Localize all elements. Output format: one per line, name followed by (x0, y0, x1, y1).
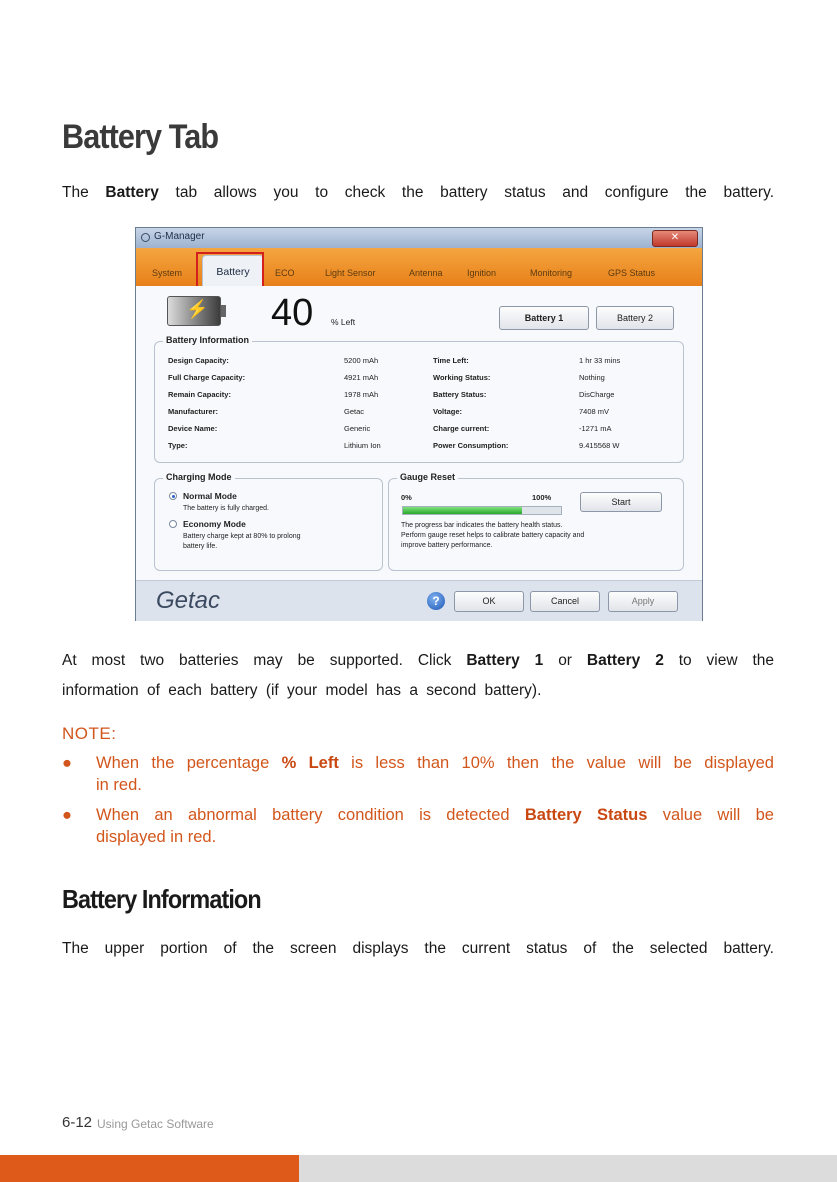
info-value: Lithium Ion (344, 441, 381, 450)
upper-portion-paragraph: The upper portion of the screen displays the current status of the selected battery. (62, 940, 774, 957)
battery1-button[interactable]: Battery 1 (499, 306, 589, 330)
battery-information-label: Battery Information (163, 335, 252, 345)
intro-pre: The (62, 184, 89, 201)
economy-mode-desc: battery life. (183, 543, 218, 550)
normal-mode-label: Normal Mode (183, 491, 237, 501)
gauge-desc: Perform gauge reset helps to calibrate battery capacity and (401, 532, 585, 539)
para2-text: to view the (678, 652, 775, 669)
info-value: 1978 mAh (344, 390, 379, 399)
info-label: Power Consumption: (433, 441, 509, 450)
apply-button[interactable]: Apply (608, 591, 678, 612)
highlight-box (196, 252, 264, 290)
normal-mode-radio[interactable] (169, 492, 177, 500)
getac-logo: Getac (156, 587, 221, 614)
battery-information-group (154, 335, 684, 463)
info-label: Full Charge Capacity: (168, 373, 246, 382)
footer-bar-orange (0, 1155, 299, 1182)
batteries-paragraph-line2: information of each battery (if your model has a second battery). (62, 682, 542, 699)
charging-mode-group (154, 472, 383, 571)
gmanager-window (135, 227, 703, 621)
economy-mode-desc: Battery charge kept at 80% to prolong (183, 533, 301, 540)
footer-bar-gray (299, 1155, 837, 1182)
battery-icon: ⚡ (167, 296, 221, 326)
tab-battery[interactable]: Battery (202, 255, 264, 288)
tab-light-sensor[interactable]: Light Sensor (325, 268, 376, 278)
section-heading: Battery Information (62, 884, 261, 914)
info-value: 5200 mAh (344, 356, 379, 365)
info-label: Charge current: (433, 424, 490, 433)
note-title: NOTE: (62, 724, 117, 743)
para2-battery1: Battery 1 (466, 652, 544, 669)
info-label: Manufacturer: (168, 407, 219, 416)
tab-eco[interactable]: ECO (275, 268, 295, 278)
bullet1-bold: % Left (281, 754, 339, 772)
normal-mode-desc: The battery is fully charged. (183, 505, 269, 512)
info-value: Nothing (579, 373, 605, 382)
charging-mode-label: Charging Mode (163, 472, 235, 482)
gauge-reset-group (388, 472, 684, 571)
gauge-desc: The progress bar indicates the battery health status. (401, 522, 563, 529)
footer-section-label: Using Getac Software (97, 1117, 214, 1131)
para2-battery2: Battery 2 (586, 652, 664, 669)
info-value: 7408 mV (579, 407, 610, 416)
close-button[interactable]: ✕ (652, 230, 698, 247)
info-value: DisCharge (579, 390, 615, 399)
tab-antenna[interactable]: Antenna (409, 268, 443, 278)
gauge-min-label: 0% (401, 493, 412, 502)
window-title: G-Manager (154, 231, 205, 242)
economy-mode-radio[interactable] (169, 520, 177, 528)
batteries-paragraph-line1 (62, 652, 774, 670)
info-value: Getac (344, 407, 365, 416)
intro-post: tab allows you to check the battery status and configure the battery. (175, 184, 774, 201)
info-label: Working Status: (433, 373, 491, 382)
app-icon (141, 233, 150, 242)
para2-text: At most two batteries may be supported. Click (62, 652, 452, 669)
intro-paragraph (62, 184, 774, 202)
bullet2-bold: Battery Status (524, 806, 648, 824)
tab-gps-status[interactable]: GPS Status (608, 268, 656, 278)
info-label: Voltage: (433, 407, 463, 416)
ok-button[interactable]: OK (454, 591, 524, 612)
percent-left-value: 40 (271, 292, 314, 334)
window-footer (136, 580, 702, 621)
title-bar (136, 228, 702, 248)
help-icon[interactable]: ? (427, 592, 445, 610)
bullet2-line2: displayed in red. (96, 828, 217, 846)
info-label: Remain Capacity: (168, 390, 231, 399)
info-value: 4921 mAh (344, 373, 379, 382)
bullet2-text: value will be (662, 806, 774, 824)
page-title: Battery Tab (62, 118, 219, 156)
para2-text: or (558, 652, 572, 669)
bullet2-text: When an abnormal battery condition is detected (96, 806, 510, 824)
info-value: Generic (344, 424, 371, 433)
tab-ignition[interactable]: Ignition (467, 268, 497, 278)
info-value: 1 hr 33 mins (579, 356, 621, 365)
info-label: Device Name: (168, 424, 218, 433)
bullet-dot: ● (62, 806, 72, 824)
battery2-button[interactable]: Battery 2 (596, 306, 674, 330)
info-label: Type: (168, 441, 188, 450)
info-value: 9.415568 W (579, 441, 620, 450)
gauge-reset-label: Gauge Reset (397, 472, 458, 482)
bullet1-text: is less than 10% then the value will be displayed (351, 754, 774, 772)
economy-mode-label: Economy Mode (183, 519, 246, 529)
percent-left-label: % Left (331, 317, 356, 327)
cancel-button[interactable]: Cancel (530, 591, 600, 612)
tab-monitoring[interactable]: Monitoring (530, 268, 573, 278)
info-label: Battery Status: (433, 390, 487, 399)
start-button[interactable]: Start (580, 492, 662, 512)
tab-system[interactable]: System (152, 268, 183, 278)
bullet-dot: ● (62, 754, 72, 772)
bullet1-line2: in red. (96, 776, 142, 794)
info-label: Time Left: (433, 356, 469, 365)
battery-panel (136, 286, 702, 580)
gauge-max-label: 100% (532, 493, 552, 502)
gauge-desc: improve battery performance. (401, 542, 493, 549)
gauge-progress-fill (403, 507, 522, 514)
page-number: 6-12 (62, 1114, 93, 1131)
info-value: -1271 mA (579, 424, 612, 433)
bullet1-text: When the percentage (96, 754, 270, 772)
info-label: Design Capacity: (168, 356, 229, 365)
intro-bold: Battery (105, 184, 159, 201)
gauge-progress-bar (402, 506, 562, 515)
